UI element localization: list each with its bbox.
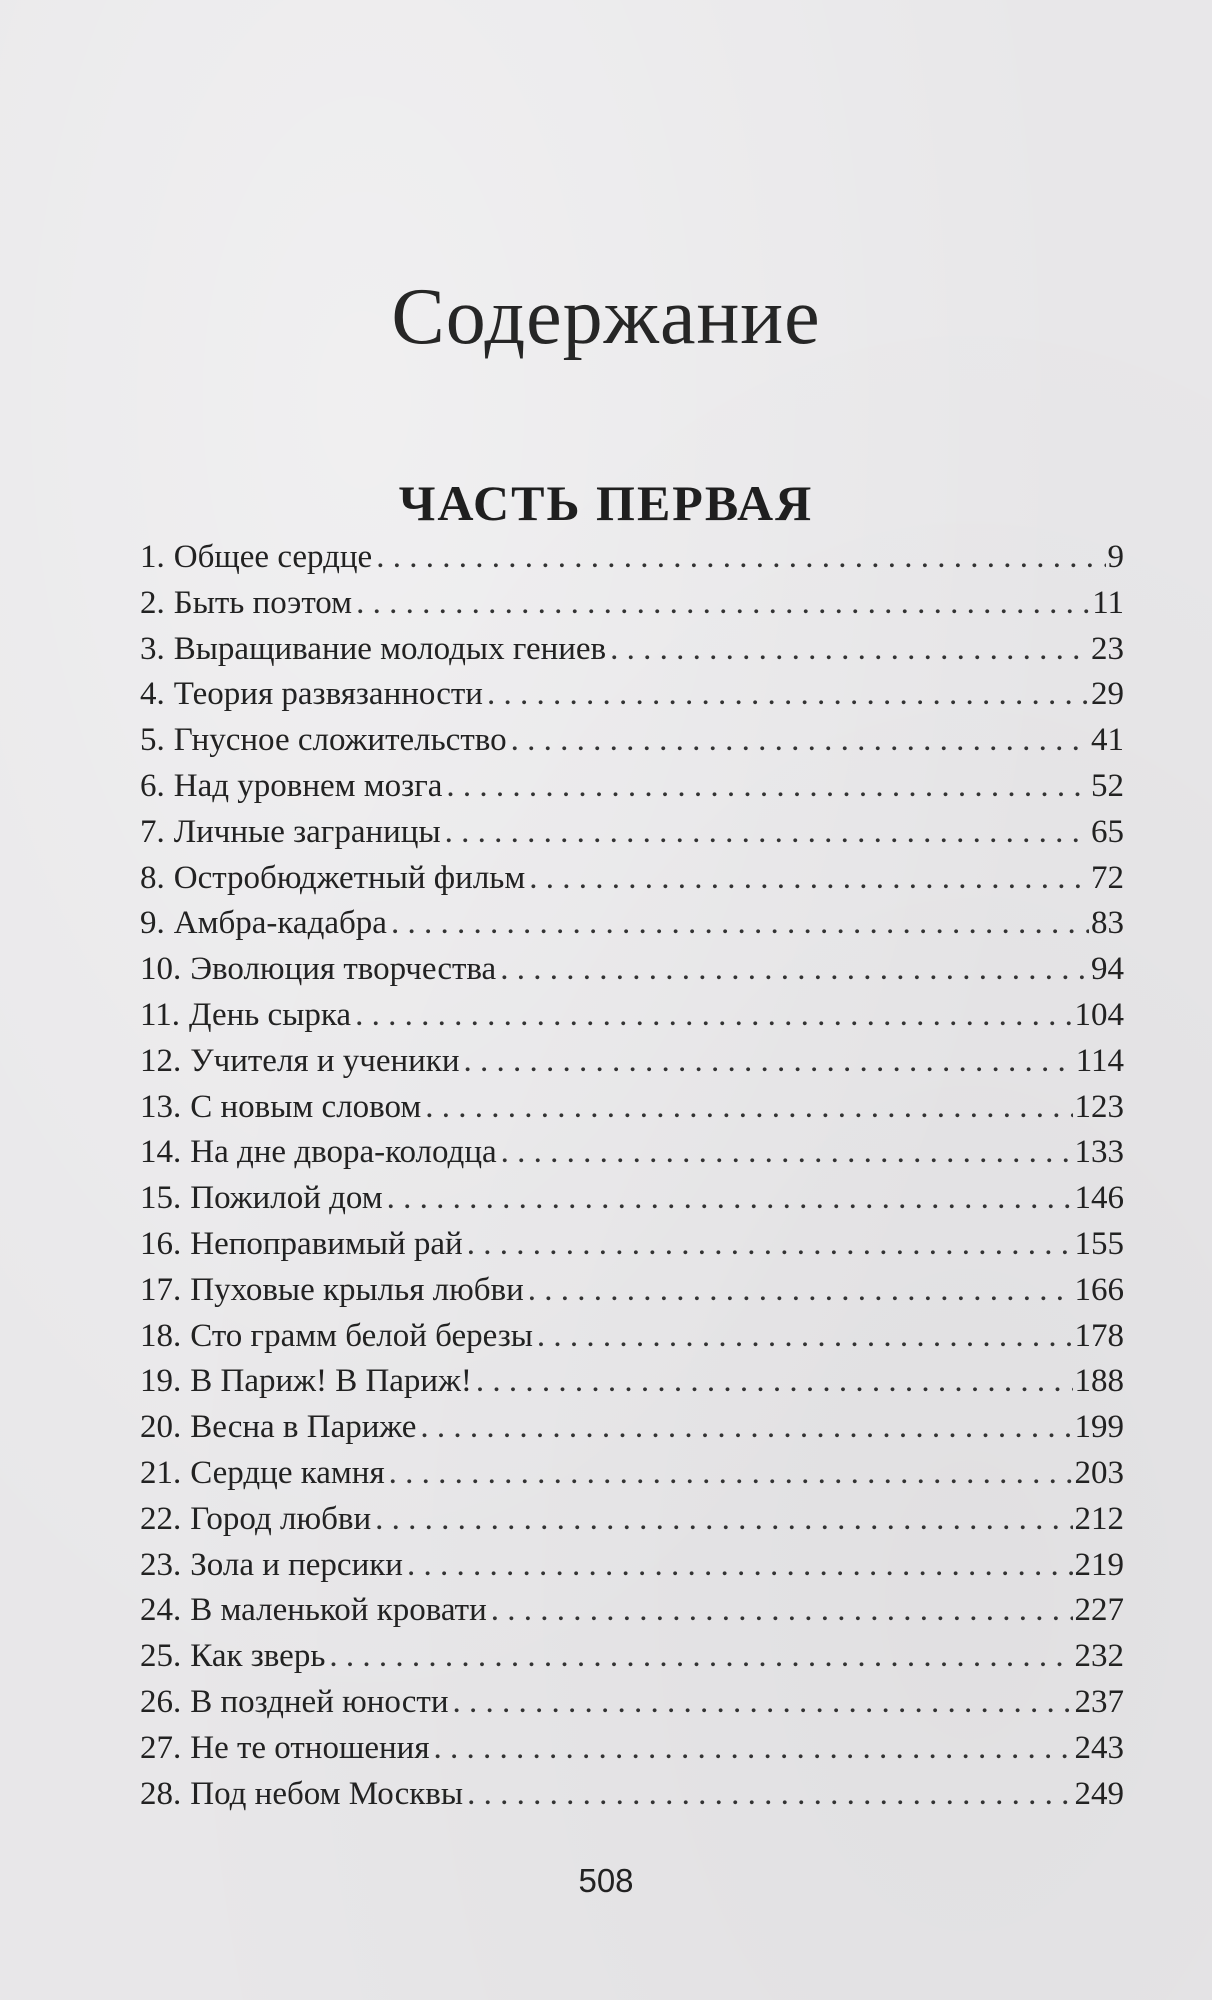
toc-entry-page: 9	[1107, 539, 1124, 575]
toc-dot-leader	[467, 1772, 1072, 1818]
toc-dot-leader	[387, 1176, 1073, 1222]
toc-entry-title: Амбра-кадабра	[173, 905, 387, 942]
toc-entry	[140, 1268, 1124, 1314]
toc-entry-page: 203	[1074, 1454, 1124, 1491]
toc-entry-page: 188	[1074, 1363, 1124, 1400]
toc-dot-leader	[446, 764, 1089, 810]
toc-dot-leader	[476, 1359, 1073, 1405]
toc-entry-title: На дне двора-колодца	[190, 1134, 497, 1171]
toc-entry-number: 21.	[140, 1454, 182, 1491]
toc-entry-number: 2.	[140, 584, 165, 621]
toc-entry-page: 123	[1074, 1088, 1124, 1125]
toc-entry-number: 22.	[140, 1500, 182, 1537]
toc-entry-title: Не те отношения	[190, 1729, 430, 1766]
toc-dot-leader	[452, 1680, 1072, 1726]
toc-entry-page: 146	[1074, 1180, 1124, 1217]
page-title: Содержание	[391, 272, 821, 361]
toc-entry-number: 5.	[140, 722, 165, 759]
toc-entry-number: 13.	[140, 1088, 182, 1125]
toc-entry-title: Как зверь	[190, 1638, 326, 1675]
page-number: 508	[578, 1862, 634, 1899]
toc-entry	[140, 993, 1124, 1039]
toc-entry	[140, 1726, 1124, 1772]
toc-entry-title: В маленькой кровати	[190, 1592, 487, 1629]
toc-dot-leader	[375, 1497, 1072, 1543]
toc-entry	[140, 1772, 1124, 1818]
toc-entry-number: 19.	[140, 1363, 182, 1400]
toc-dot-leader	[511, 718, 1089, 764]
toc-dot-leader	[445, 810, 1089, 856]
toc-entry-title: С новым словом	[190, 1088, 422, 1125]
toc-dot-leader	[356, 581, 1090, 627]
toc-entry-page: 232	[1074, 1638, 1124, 1675]
toc-entry-page: 41	[1091, 722, 1124, 759]
toc-entry-page: 166	[1074, 1271, 1124, 1308]
toc-entry	[140, 764, 1124, 810]
toc-entry-number: 7.	[140, 813, 165, 850]
toc-dot-leader	[464, 1039, 1074, 1085]
toc-entry-title: Сто грамм белой березы	[190, 1317, 533, 1354]
toc-entry-page: 155	[1074, 1225, 1124, 1262]
toc-entry	[140, 856, 1124, 902]
toc-entry	[140, 947, 1124, 993]
toc-entry-number: 10.	[140, 951, 182, 988]
toc-entry-title: Город любви	[190, 1500, 372, 1537]
toc-entry-title: Гнусное сложительство	[173, 722, 507, 759]
toc-entry	[140, 1543, 1124, 1589]
toc-entry-number: 14.	[140, 1134, 182, 1171]
toc-dot-leader	[389, 1451, 1073, 1497]
toc-entry-page: 219	[1074, 1546, 1124, 1583]
toc-entry	[140, 535, 1124, 581]
toc-dot-leader	[501, 1130, 1073, 1176]
toc-entry-number: 4.	[140, 676, 165, 713]
toc-entry-number: 18.	[140, 1317, 182, 1354]
toc-dot-leader	[355, 993, 1072, 1039]
toc-entry-title: В Париж! В Париж!	[190, 1363, 472, 1400]
toc-entry-page: 29	[1091, 676, 1124, 713]
toc-dot-leader	[537, 1314, 1073, 1360]
toc-entry	[140, 1359, 1124, 1405]
toc-entry-title: Быть поэтом	[173, 584, 353, 621]
toc-entry-page: 94	[1091, 951, 1124, 988]
toc-entry-number: 15.	[140, 1180, 182, 1217]
toc-dot-leader	[491, 1588, 1073, 1634]
toc-entry-title: Зола и персики	[190, 1546, 403, 1583]
toc-dot-leader	[529, 856, 1089, 902]
toc-dot-leader	[425, 1085, 1072, 1131]
toc-dot-leader	[487, 672, 1089, 718]
toc-entry	[140, 1680, 1124, 1726]
toc-entry-title: Под небом Москвы	[190, 1775, 464, 1812]
toc-entry-title: Пуховые крылья любви	[190, 1271, 524, 1308]
toc-entry-page: 199	[1074, 1409, 1124, 1446]
toc-entry	[140, 901, 1124, 947]
toc-entry-page: 104	[1074, 996, 1124, 1033]
toc-entry-title: Эволюция творчества	[190, 951, 497, 988]
toc-entry-title: Выращивание молодых гениев	[173, 630, 607, 667]
toc-dot-leader	[420, 1405, 1072, 1451]
toc-entry-page: 72	[1091, 859, 1124, 896]
toc-entry-page: 23	[1091, 630, 1124, 667]
toc-entry-number: 8.	[140, 859, 165, 896]
toc-entry-title: В поздней юности	[190, 1683, 449, 1720]
toc-entry-title: Личные заграницы	[173, 813, 441, 850]
toc-entry	[140, 1588, 1124, 1634]
toc-entry-title: День сырка	[189, 996, 352, 1033]
toc-entry-page: 178	[1074, 1317, 1124, 1354]
toc-entry-number: 16.	[140, 1225, 182, 1262]
toc-entry-title: Непоправимый рай	[190, 1225, 463, 1262]
toc-entry-page: 114	[1075, 1042, 1124, 1079]
toc-entry	[140, 718, 1124, 764]
toc-entry	[140, 1085, 1124, 1131]
part-heading: ЧАСТЬ ПЕРВАЯ	[398, 474, 814, 531]
toc-dot-leader	[391, 901, 1089, 947]
toc-entry	[140, 1039, 1124, 1085]
toc-entry	[140, 1222, 1124, 1268]
toc-entry-page: 52	[1091, 767, 1124, 804]
toc-entry-title: Весна в Париже	[190, 1409, 417, 1446]
toc-entry	[140, 1314, 1124, 1360]
toc-entry-page: 249	[1074, 1775, 1124, 1812]
toc-entry	[140, 1176, 1124, 1222]
toc-entry-page: 227	[1074, 1592, 1124, 1629]
toc-entry-number: 28.	[140, 1775, 182, 1812]
toc-dot-leader	[434, 1726, 1073, 1772]
toc-dot-leader	[500, 947, 1089, 993]
toc-entry-page: 65	[1091, 813, 1124, 850]
toc-entry-title: Учителя и ученики	[190, 1042, 460, 1079]
toc-entry	[140, 627, 1124, 673]
toc-entry-number: 6.	[140, 767, 165, 804]
toc-entry-title: Пожилой дом	[190, 1180, 383, 1217]
toc-entry-page: 133	[1074, 1134, 1124, 1171]
toc-dot-leader	[407, 1543, 1073, 1589]
toc-entry-title: Общее сердце	[173, 539, 373, 575]
toc-entry	[140, 672, 1124, 718]
toc-entry-number: 1.	[140, 539, 165, 575]
toc-entry-number: 23.	[140, 1546, 182, 1583]
toc-entry-number: 12.	[140, 1042, 182, 1079]
toc-dot-leader	[528, 1268, 1073, 1314]
toc-entry	[140, 1451, 1124, 1497]
toc-entry-number: 9.	[140, 905, 165, 942]
table-of-contents	[140, 535, 1124, 1817]
toc-entry-page: 237	[1074, 1683, 1124, 1720]
toc-entry	[140, 581, 1124, 627]
toc-entry	[140, 1634, 1124, 1680]
toc-entry-title: Над уровнем мозга	[173, 767, 443, 804]
toc-entry-title: Теория развязанности	[173, 676, 483, 713]
toc-dot-leader	[329, 1634, 1072, 1680]
toc-entry-page: 243	[1074, 1729, 1124, 1766]
toc-entry-number: 3.	[140, 630, 165, 667]
toc-entry-number: 27.	[140, 1729, 182, 1766]
toc-entry-page: 11	[1092, 584, 1124, 621]
toc-dot-leader	[610, 627, 1089, 673]
toc-entry-number: 17.	[140, 1271, 182, 1308]
toc-entry-number: 20.	[140, 1409, 182, 1446]
toc-dot-leader	[467, 1222, 1073, 1268]
toc-entry	[140, 1497, 1124, 1543]
toc-entry-page: 212	[1074, 1500, 1124, 1537]
toc-dot-leader	[376, 535, 1105, 581]
toc-entry-title: Остробюджетный фильм	[173, 859, 526, 896]
toc-entry	[140, 1130, 1124, 1176]
toc-entry-number: 26.	[140, 1683, 182, 1720]
toc-entry	[140, 810, 1124, 856]
toc-entry-number: 11.	[140, 996, 181, 1033]
toc-entry-number: 24.	[140, 1592, 182, 1629]
toc-entry-page: 83	[1091, 905, 1124, 942]
toc-entry	[140, 1405, 1124, 1451]
toc-entry-title: Сердце камня	[190, 1454, 385, 1491]
toc-entry-number: 25.	[140, 1638, 182, 1675]
